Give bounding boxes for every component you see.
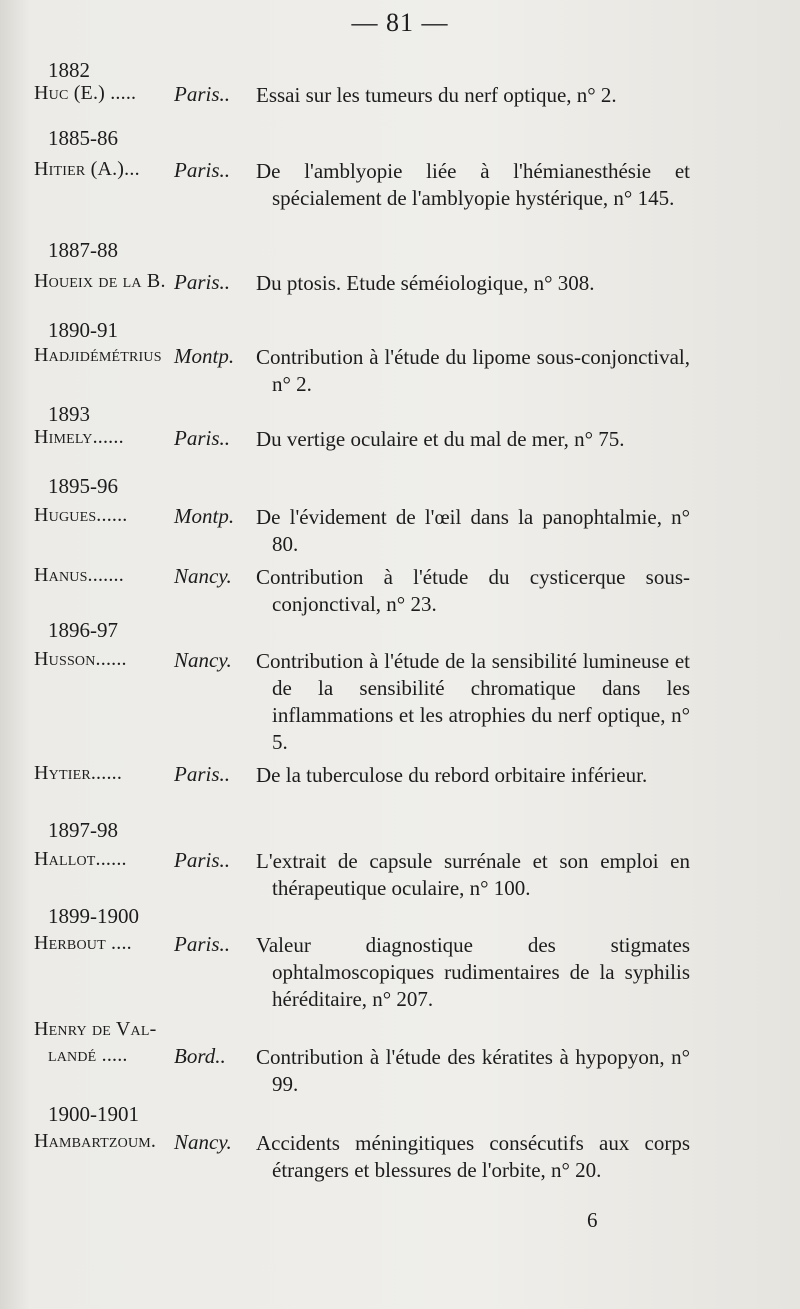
entry-author: Herbout .... (34, 932, 132, 954)
entry-title: De l'évidement de l'œil dans la panophtalmie, n° 80. (256, 505, 690, 556)
year-heading: 1885-86 (48, 126, 118, 150)
entry-title: Contribution à l'étude des kératites à hypopyon, n° 99. (256, 1045, 690, 1096)
entry-author: Huc (E.) ..... (34, 82, 137, 104)
entry-author: landé ..... (48, 1044, 128, 1066)
entry-author: Hugues...... (34, 504, 128, 526)
year-heading: 1895-96 (48, 474, 118, 498)
entry-author: Hitier (A.)... (34, 158, 140, 180)
entry-title: Essai sur les tumeurs du nerf optique, n° 2. (256, 83, 617, 107)
entry-city: Paris.. (174, 270, 231, 294)
entry-author: Hallot...... (34, 848, 127, 870)
entry-city: Paris.. (174, 426, 231, 450)
signature-mark: 6 (587, 1208, 598, 1232)
entry-title: Contribution à l'étude du cysticerque sous-conjonctival, n° 23. (256, 565, 690, 616)
year-heading: 1887-88 (48, 238, 118, 262)
entry-title: Contribution à l'étude du lipome sous-conjonctival, n° 2. (256, 345, 690, 396)
year-heading: 1899-1900 (48, 904, 139, 928)
year-heading: 1896-97 (48, 618, 118, 642)
entry-city: Nancy. (174, 1130, 232, 1154)
year-heading: 1882 (48, 58, 90, 82)
entry-title: Valeur diagnostique des stigmates ophtalmoscopiques rudimentaires de la syphilis héréditaire, n° 207. (256, 933, 690, 1011)
year-heading: 1900-1901 (48, 1102, 139, 1126)
entry-author-line1: Henry de Val- (34, 1018, 157, 1040)
entry-author: Hanus....... (34, 564, 124, 586)
entry-city: Paris.. (174, 932, 231, 956)
entry-city: Paris.. (174, 82, 231, 106)
entry-title: Contribution à l'étude de la sensibilité lumineuse et de la sensibilité chromatique dans les inflammations et les atrophies du nerf optique, n° 5. (256, 649, 690, 754)
year-heading: 1890-91 (48, 318, 118, 342)
entry-title: Du ptosis. Etude séméiologique, n° 308. (256, 271, 595, 295)
entry-author: Houeix de la B. (34, 270, 166, 292)
entry-title: Du vertige oculaire et du mal de mer, n° 75. (256, 427, 625, 451)
entry-author: Himely...... (34, 426, 124, 448)
entry-author: Hytier...... (34, 762, 123, 784)
entry-title: De l'amblyopie liée à l'hémianesthésie et spécialement de l'amblyopie hystérique, n° 145. (256, 159, 690, 210)
year-heading: 1897-98 (48, 818, 118, 842)
entry-city: Paris.. (174, 762, 231, 786)
entry-city: Montp. (174, 344, 235, 368)
entry-city: Paris.. (174, 848, 231, 872)
entry-city: Paris.. (174, 158, 231, 182)
entry-author: Husson...... (34, 648, 127, 670)
entry-city: Montp. (174, 504, 235, 528)
entry-title: De la tuberculose du rebord orbitaire inférieur. (256, 763, 648, 787)
entry-author: Hadjidémétrius (34, 344, 162, 366)
entry-city: Nancy. (174, 564, 232, 588)
entry-author: Hambartzoum. (34, 1130, 157, 1152)
entry-title: Accidents méningitiques consécutifs aux corps étrangers et blessures de l'orbite, n° 20. (256, 1131, 690, 1182)
entry-city: Bord.. (174, 1044, 226, 1068)
entry-city: Nancy. (174, 648, 232, 672)
page-number: — 81 — (351, 8, 449, 37)
year-heading: 1893 (48, 402, 90, 426)
entry-title: L'extrait de capsule surrénale et son emploi en thérapeutique oculaire, n° 100. (256, 849, 690, 900)
